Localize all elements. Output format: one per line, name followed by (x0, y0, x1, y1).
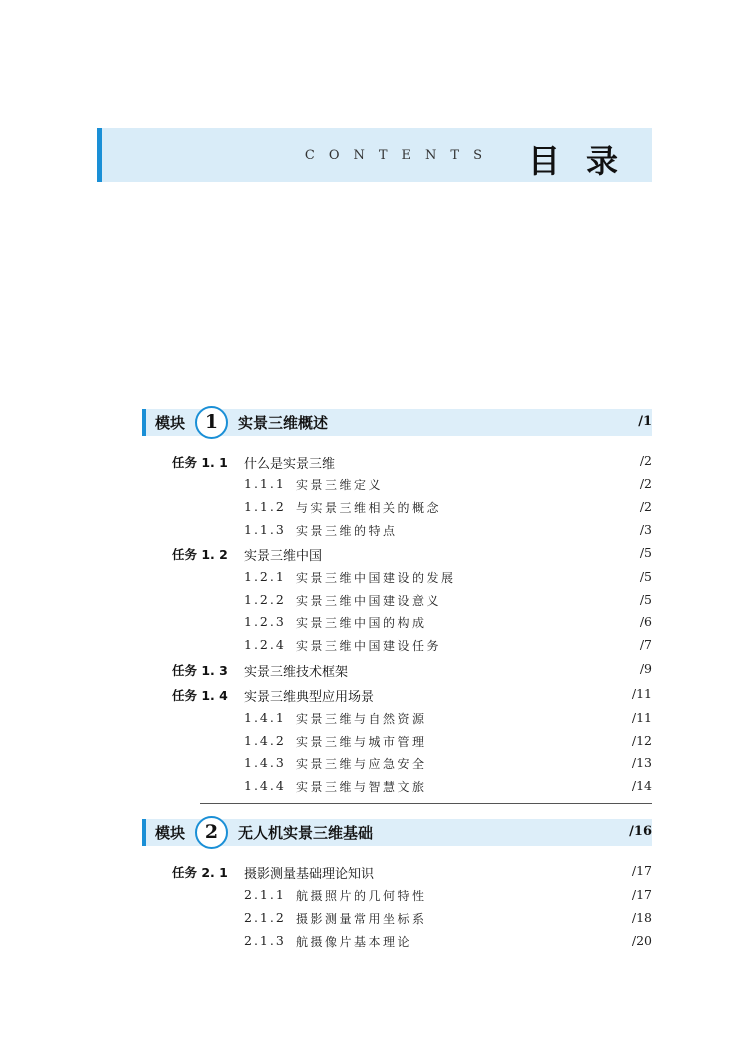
module-page-number: /1 (638, 414, 652, 429)
toc-subsection-row[interactable] (0, 933, 652, 953)
subsection-number: 1.4.2 (244, 733, 286, 748)
page-number: /17 (631, 863, 652, 878)
subsection-number: 2.1.3 (244, 933, 286, 948)
page-number: /5 (639, 592, 652, 607)
module-number-badge: 2 (195, 816, 228, 849)
task-label: 任务 1. 4 (172, 688, 228, 703)
module-number-badge: 1 (195, 406, 228, 439)
toc-task-row[interactable] (0, 661, 652, 681)
subsection-number: 1.4.3 (244, 755, 286, 770)
subsection-number: 1.2.2 (244, 592, 286, 607)
subsection-title: 与实景三维相关的概念 (296, 501, 442, 515)
module-title: 实景三维概述 (238, 414, 329, 432)
subsection-title: 实景三维与自然资源 (296, 712, 427, 726)
module-page-number: /16 (629, 824, 652, 839)
toc-subsection-row[interactable] (0, 476, 652, 496)
page-number: /9 (639, 661, 652, 676)
toc-subsection-row[interactable] (0, 614, 652, 634)
subsection-title: 实景三维中国建设任务 (296, 639, 442, 653)
page-number: /6 (639, 614, 652, 629)
toc-task-row[interactable] (0, 453, 652, 473)
subsection-title: 摄影测量常用坐标系 (296, 912, 427, 926)
subsection-number: 2.1.1 (244, 887, 286, 902)
subsection-title: 实景三维的特点 (296, 524, 398, 538)
module-title: 无人机实景三维基础 (238, 824, 374, 842)
subsection-number: 1.2.1 (244, 569, 286, 584)
toc-subsection-row[interactable] (0, 710, 652, 730)
page-number: /2 (639, 453, 652, 468)
task-label: 任务 1. 2 (172, 547, 228, 562)
module-2-header[interactable] (142, 819, 652, 846)
subsection-title: 航摄照片的几何特性 (296, 889, 427, 903)
module-label: 模块 (155, 414, 186, 432)
subsection-number: 1.2.4 (244, 637, 286, 652)
task-title: 摄影测量基础理论知识 (244, 867, 375, 882)
toc-subsection-row[interactable] (0, 522, 652, 542)
module-accent-bar (142, 819, 146, 846)
task-label: 任务 1. 3 (172, 663, 228, 678)
toc-task-row[interactable] (0, 545, 652, 565)
page-number: /17 (631, 887, 652, 902)
page-number: /20 (631, 933, 652, 948)
task-title: 实景三维典型应用场景 (244, 690, 375, 705)
banner-accent-bar (97, 128, 102, 182)
task-label: 任务 1. 1 (172, 455, 228, 470)
subsection-number: 1.1.3 (244, 522, 286, 537)
subsection-number: 1.4.4 (244, 778, 286, 793)
page-number: /18 (631, 910, 652, 925)
page-number: /11 (631, 710, 652, 725)
subsection-title: 实景三维与应急安全 (296, 757, 427, 771)
page-number: /5 (639, 545, 652, 560)
toc-subsection-row[interactable] (0, 592, 652, 612)
toc-subsection-row[interactable] (0, 755, 652, 775)
page-number: /2 (639, 476, 652, 491)
subsection-title: 实景三维中国建设意义 (296, 594, 442, 608)
module-accent-bar (142, 409, 146, 436)
toc-subsection-row[interactable] (0, 910, 652, 930)
subsection-number: 1.1.1 (244, 476, 286, 491)
toc-subsection-row[interactable] (0, 637, 652, 657)
task-title: 实景三维技术框架 (244, 665, 349, 680)
subsection-number: 2.1.2 (244, 910, 286, 925)
toc-task-row[interactable] (0, 686, 652, 706)
page-number: /13 (631, 755, 652, 770)
subsection-title: 实景三维与城市管理 (296, 735, 427, 749)
subsection-title: 实景三维与智慧文旅 (296, 780, 427, 794)
page-number: /11 (631, 686, 652, 701)
module-divider (200, 803, 652, 804)
subsection-title: 实景三维中国的构成 (296, 616, 427, 630)
toc-subsection-row[interactable] (0, 499, 652, 519)
page-number: /7 (639, 637, 652, 652)
page-number: /12 (631, 733, 652, 748)
module-1-header[interactable] (142, 409, 652, 436)
toc-subsection-row[interactable] (0, 569, 652, 589)
contents-banner (97, 128, 652, 182)
module-label: 模块 (155, 824, 186, 842)
page-number: /5 (639, 569, 652, 584)
contents-heading-latin: CONTENTS (304, 148, 496, 163)
toc-subsection-row[interactable] (0, 887, 652, 907)
subsection-number: 1.1.2 (244, 499, 286, 514)
subsection-number: 1.4.1 (244, 710, 286, 725)
page-number: /14 (631, 778, 652, 793)
toc-task-row[interactable] (0, 863, 652, 883)
page-number: /3 (639, 522, 652, 537)
task-title: 什么是实景三维 (244, 457, 336, 472)
contents-heading-title: 目录 (527, 142, 644, 180)
page-number: /2 (639, 499, 652, 514)
task-label: 任务 2. 1 (172, 865, 228, 880)
toc-subsection-row[interactable] (0, 778, 652, 798)
task-title: 实景三维中国 (244, 549, 323, 564)
subsection-title: 实景三维定义 (296, 478, 384, 492)
subsection-title: 实景三维中国建设的发展 (296, 571, 456, 585)
toc-subsection-row[interactable] (0, 733, 652, 753)
subsection-title: 航摄像片基本理论 (296, 935, 413, 949)
subsection-number: 1.2.3 (244, 614, 286, 629)
